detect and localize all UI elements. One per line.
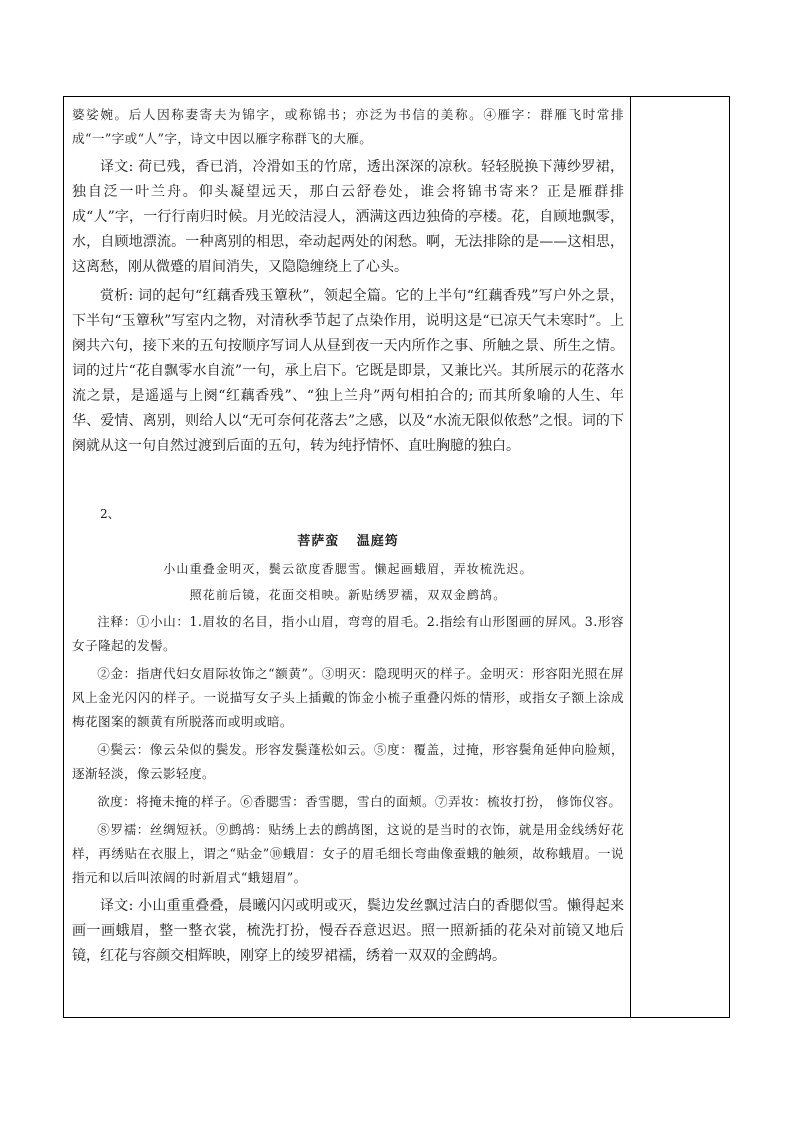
table-column-divider	[630, 96, 631, 1018]
note-paragraph-2: ②金：指唐代妇女眉际妆饰之“额黄”。③明灭：隐现明灭的样子。金明灭：形容阳光照在屏风上金光闪闪的样子。一说描写女子头上插戴的饰金小梳子重叠闪烁的情形，或指女子额上涂成梅花图案的额黄有所脱落而或明或暗。	[72, 666, 624, 729]
main-cell	[72, 97, 624, 969]
poem-title	[72, 532, 624, 552]
note-paragraph-1: 注释：①小山：1.眉妆的名目，指小山眉，弯弯的眉毛。2.指绘有山形图画的屏风。3.形容女子隆起的发髻。	[72, 614, 624, 653]
translation-paragraph-2: 译文: 小山重重叠叠，晨曦闪闪或明或灭，鬓边发丝飘过洁白的香腮似雪。懒得起来画一画蛾眉，整一整衣裳，梳洗打扮，慢吞吞意迟迟。照一照新插的花朵对前镜又地后镜，红花与容颜交相辉映，刚穿上的绫罗裙襦，绣着一双双的金鹧鸪。	[72, 898, 624, 964]
annotation-continuation: 婆娑婉。后人因称妻寄夫为锦字，或称锦书；亦泛为书信的美称。④雁字：群雁飞时常排成“一”字或“人”字，诗文中因以雁字称群飞的大雁。	[72, 107, 624, 146]
poem-line-1: 小山重叠金明灭，鬓云欲度香腮雪。懒起画蛾眉，弄妆梳洗迟。	[163, 562, 533, 576]
poem-author: 温庭筠	[356, 534, 399, 549]
section-number: 2、	[100, 507, 120, 521]
note-paragraph-5: ⑧罗襦：丝绸短袄。⑨鹧鸪：贴绣上去的鹧鸪图，这说的是当时的衣饰，就是用金线绣好花样，再绣贴在衣服上，谓之“贴金”⑩蛾眉：女子的眉毛细长弯曲像蚕蛾的触须，故称蛾眉。一说指元和以后叫浓阔的时新眉式“蛾翅眉”。	[72, 822, 624, 885]
appreciation-paragraph: 赏析: 词的起句“红藕香残玉簟秋”，领起全篇。它的上半句“红藕香残”写户外之景，下半句“玉簟秋”写室内之物，对清秋季节起了点染作用，说明这是“已凉天气未寒时”。上阕共六句，接下来的五句按顺序写词人从昼到夜一天内所作之事、所触之景、所生之情。词的过片“花自飘零水自流”一句，承上启下。它既是即景，又兼比兴。其所展示的花落水流之景，是遥遥与上阕“红藕香残”、“独上兰舟”两句相拍合的; 而其所象喻的人生、年华、爱情、离别，则给人以“无可奈何花落去”之感，以及“水流无限似侬愁”之恨。词的下阕就从这一句自然过渡到后面的五句，转为纯抒情怀、直吐胸臆的独白。	[72, 288, 624, 454]
poem-title-name: 菩萨蛮	[297, 534, 340, 549]
note-paragraph-3: ④鬓云：像云朵似的鬓发。形容发鬓蓬松如云。⑤度：覆盖，过掩，形容鬓角延伸向脸颊，逐渐轻淡，像云影轻度。	[72, 742, 624, 781]
translation-paragraph-1: 译文: 荷已残，香已消，冷滑如玉的竹席，透出深深的凉秋。轻轻脱换下薄纱罗裙，独自泛一叶兰舟。仰头凝望远天，那白云舒卷处，谁会将锦书寄来？正是雁群排成“人”字，一行行南归时候。月光皎洁浸人，洒满这西边独倚的亭楼。花，自顾地飘零，水，自顾地漂流。一种离别的相思，牵动起两处的闲愁。啊，无法排除的是——这相思，这离愁，刚从微蹙的眉间消失，又隐隐缠绕上了心头。	[72, 159, 624, 275]
poem-line-2: 照花前后镜，花面交相映。新贴绣罗襦，双双金鹧鸪。	[189, 588, 507, 602]
note-paragraph-4: 欲度：将掩未掩的样子。⑥香腮雪：香雪腮，雪白的面颊。⑦弄妆：梳妆打扮， 修饰仪容。	[97, 794, 622, 809]
